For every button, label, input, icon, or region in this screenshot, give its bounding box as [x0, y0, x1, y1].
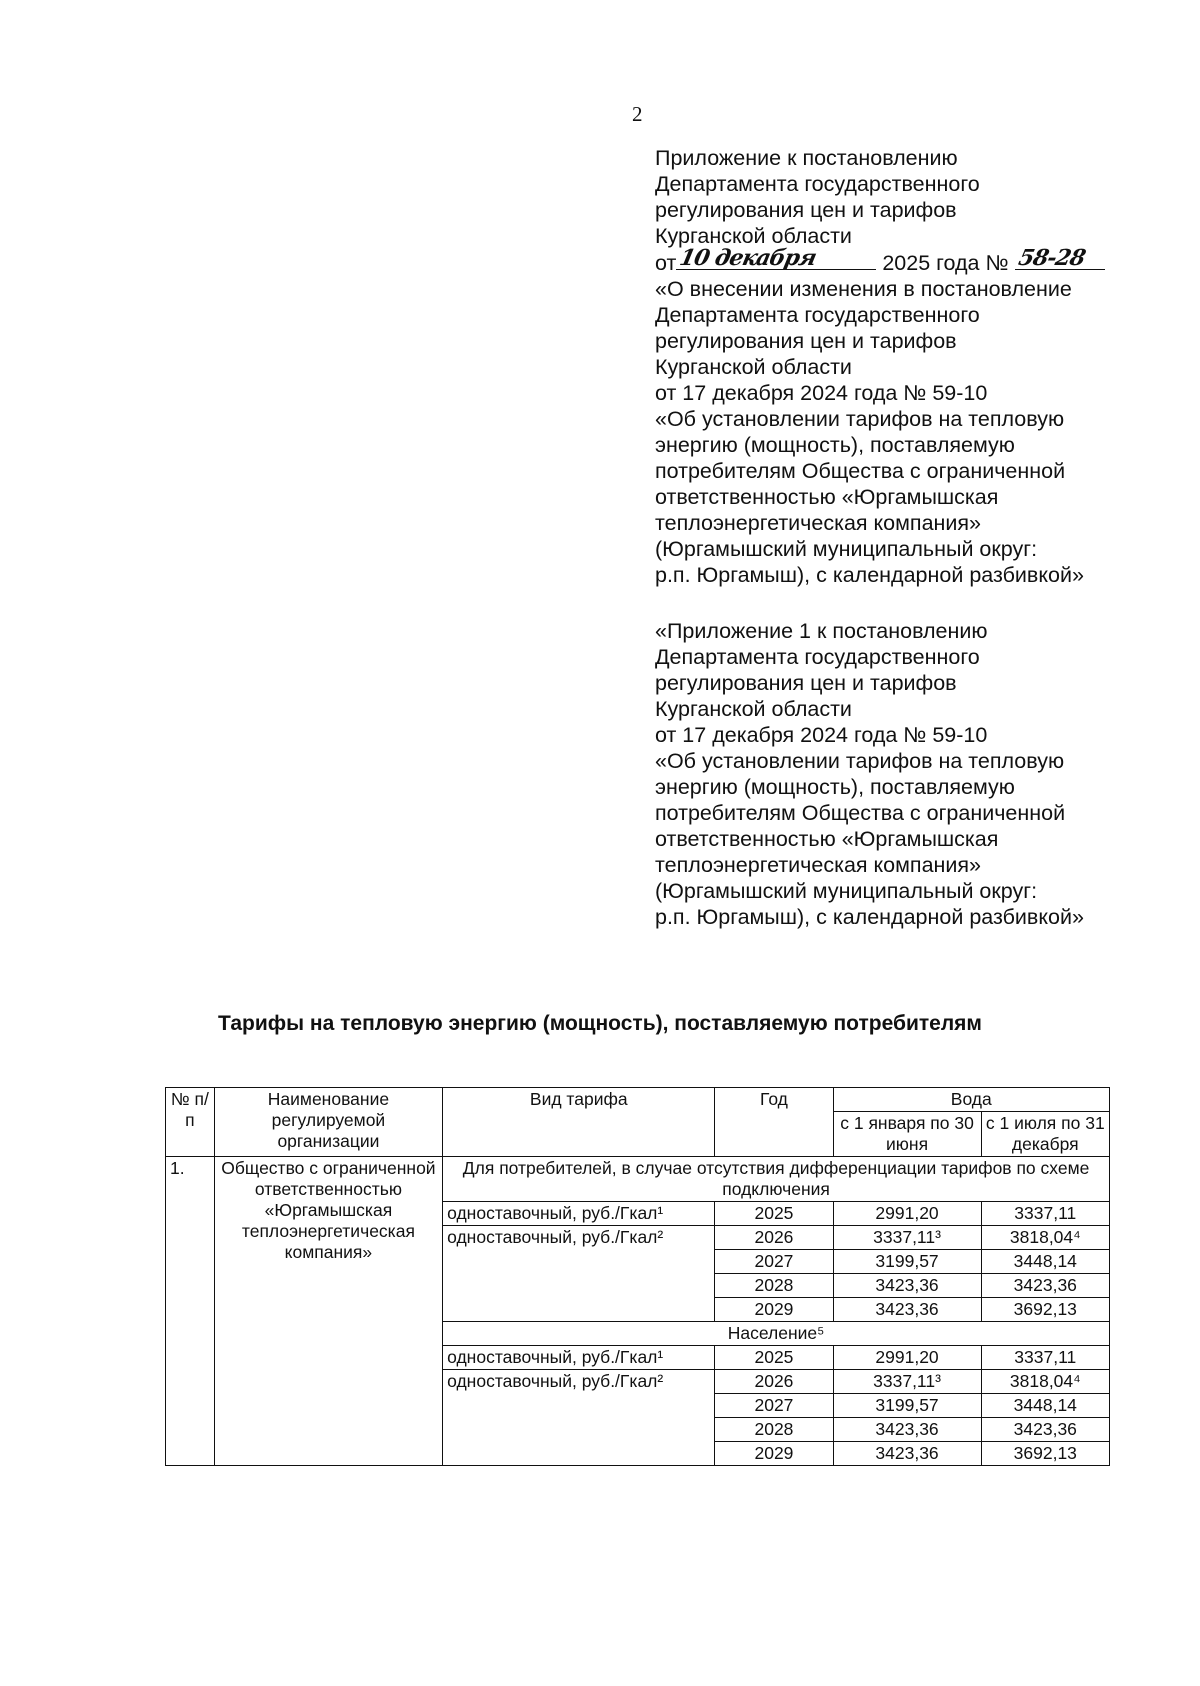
annex-line: р.п. Юргамыш), с календарной разбивкой»	[655, 905, 1084, 929]
header-period-2: с 1 июля по 31 декабря	[981, 1112, 1109, 1157]
annex-line: потребителям Общества с ограниченной	[655, 801, 1066, 825]
annex-line: «Приложение 1 к постановлению	[655, 619, 988, 643]
annex-gap	[655, 588, 1125, 618]
annex-line: от 17 декабря 2024 года № 59-10	[655, 723, 988, 747]
header-org: Наименование регулируемой организации	[214, 1088, 442, 1157]
page-number: 2	[632, 102, 643, 126]
tariff-type: одноставочный, руб./Гкал¹	[443, 1202, 715, 1226]
annex-line: ответственностью «Юргамышская	[655, 827, 999, 851]
organization-name: Общество с ограниченной ответственностью «Юргамышская теплоэнергетическая компания»	[214, 1157, 442, 1466]
year-cell: 2026	[715, 1370, 833, 1394]
year-cell: 2026	[715, 1226, 833, 1250]
row-number: 1.	[166, 1157, 215, 1466]
value-period-2: 3448,14	[981, 1250, 1109, 1274]
table-title: Тарифы на тепловую энергию (мощность), поставляемую потребителям	[218, 1012, 982, 1035]
year-cell: 2025	[715, 1202, 833, 1226]
handwritten-number: 58-28	[1015, 245, 1087, 271]
annex-line: регулирования цен и тарифов	[655, 329, 957, 353]
value-period-1: 3423,36	[833, 1418, 981, 1442]
tariff-type: одноставочный, руб./Гкал²	[443, 1226, 715, 1322]
value-period-2: 3448,14	[981, 1394, 1109, 1418]
header-num: № п/п	[166, 1088, 215, 1157]
annex-lines-c	[655, 618, 1125, 930]
annex-line: теплоэнергетическая компания»	[655, 853, 982, 877]
tariff-type: одноставочный, руб./Гкал¹	[443, 1346, 715, 1370]
annex-line: «О внесении изменения в постановление	[655, 277, 1072, 301]
year-cell: 2027	[715, 1394, 833, 1418]
annex-line: Департамента государственного	[655, 172, 980, 196]
value-period-2: 3818,04⁴	[981, 1226, 1109, 1250]
handwritten-date: 10 декабря	[677, 245, 819, 271]
annex-lines-a	[655, 145, 1125, 249]
section-1-title: Для потребителей, в случае отсутствия дифференциации тарифов по схеме подключения	[443, 1157, 1110, 1202]
section-1-title-row	[166, 1157, 1110, 1202]
year-cell: 2029	[715, 1298, 833, 1322]
year-cell: 2027	[715, 1250, 833, 1274]
year-cell: 2025	[715, 1346, 833, 1370]
date-middle: 2025 года №	[882, 251, 1009, 275]
annex-line: «Об установлении тарифов на тепловую	[655, 407, 1065, 431]
annex-line: ответственностью «Юргамышская	[655, 485, 999, 509]
annex-lines-b	[655, 276, 1125, 588]
value-period-2: 3692,13	[981, 1442, 1109, 1466]
annex-line: потребителям Общества с ограниченной	[655, 459, 1066, 483]
value-period-1: 3199,57	[833, 1250, 981, 1274]
annex-line: Приложение к постановлению	[655, 146, 958, 170]
annex-line: (Юргамышский муниципальный округ:	[655, 879, 1038, 903]
annex-line: энергию (мощность), поставляемую	[655, 775, 1015, 799]
annex-line: Курганской области	[655, 224, 852, 248]
annex-line: Курганской области	[655, 697, 852, 721]
value-period-2: 3337,11	[981, 1202, 1109, 1226]
value-period-1: 2991,20	[833, 1202, 981, 1226]
annex-line: Департамента государственного	[655, 303, 980, 327]
tariff-type: одноставочный, руб./Гкал²	[443, 1370, 715, 1466]
header-period-1: с 1 января по 30 июня	[833, 1112, 981, 1157]
value-period-2: 3692,13	[981, 1298, 1109, 1322]
annex-line: Департамента государственного	[655, 645, 980, 669]
annex-line: «Об установлении тарифов на тепловую	[655, 749, 1065, 773]
annex-line: Курганской области	[655, 355, 852, 379]
year-cell: 2029	[715, 1442, 833, 1466]
value-period-1: 2991,20	[833, 1346, 981, 1370]
value-period-1: 3423,36	[833, 1274, 981, 1298]
annex-header	[655, 145, 1125, 930]
number-blank	[1015, 245, 1105, 271]
year-cell: 2028	[715, 1274, 833, 1298]
annex-line: регулирования цен и тарифов	[655, 671, 957, 695]
annex-line: теплоэнергетическая компания»	[655, 511, 982, 535]
year-cell: 2028	[715, 1418, 833, 1442]
annex-line: (Юргамышский муниципальный округ:	[655, 537, 1038, 561]
value-period-1: 3423,36	[833, 1442, 981, 1466]
date-prefix: от	[655, 251, 677, 275]
annex-line: регулирования цен и тарифов	[655, 198, 957, 222]
value-period-1: 3199,57	[833, 1394, 981, 1418]
annex-line: энергию (мощность), поставляемую	[655, 433, 1015, 457]
table-header-row	[166, 1088, 1110, 1112]
value-period-1: 3337,11³	[833, 1370, 981, 1394]
value-period-2: 3818,04⁴	[981, 1370, 1109, 1394]
section-2-title: Население⁵	[443, 1322, 1110, 1346]
value-period-2: 3423,36	[981, 1418, 1109, 1442]
value-period-1: 3337,11³	[833, 1226, 981, 1250]
value-period-2: 3337,11	[981, 1346, 1109, 1370]
annex-date-line	[655, 245, 1125, 276]
annex-line: р.п. Юргамыш), с календарной разбивкой»	[655, 563, 1084, 587]
header-year: Год	[715, 1088, 833, 1157]
value-period-1: 3423,36	[833, 1298, 981, 1322]
annex-line: от 17 декабря 2024 года № 59-10	[655, 381, 988, 405]
header-type: Вид тарифа	[443, 1088, 715, 1157]
header-water: Вода	[833, 1088, 1110, 1112]
value-period-2: 3423,36	[981, 1274, 1109, 1298]
date-blank	[676, 245, 876, 271]
tariff-table	[165, 1087, 1110, 1466]
